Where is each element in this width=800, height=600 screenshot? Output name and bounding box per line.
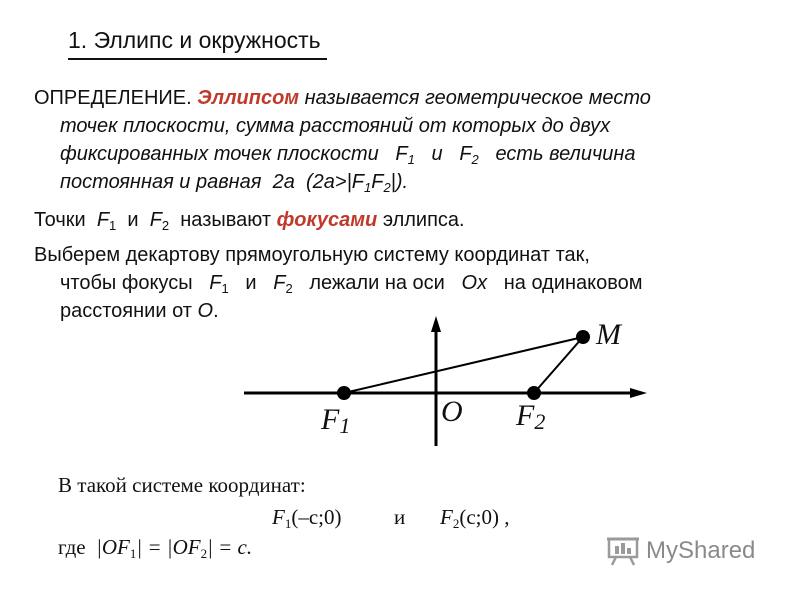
f1-coordinates — [272, 504, 341, 530]
f1-coord-symbol: F — [272, 505, 285, 529]
x-axis-arrow — [630, 388, 647, 398]
foci-and: и — [127, 209, 139, 231]
f1-coord-value: (–c;0) — [291, 505, 342, 529]
f2-inline: F — [371, 171, 384, 193]
focus-f1-subscript: 1 — [407, 152, 415, 167]
f2-inline-sub: 2 — [383, 180, 391, 195]
presentation-board-icon — [606, 536, 640, 566]
coord-lie-on-axis: лежали на оси — [309, 272, 445, 294]
coord-f1-sub: 1 — [221, 281, 229, 296]
focus-f1-symbol: F — [395, 143, 408, 165]
definition-line-1-rest: называется геометрическое место — [304, 87, 651, 109]
system-heading: В такой системе координат: — [58, 473, 306, 497]
foci-f2: F — [149, 209, 162, 231]
of1-sub: 1 — [129, 546, 137, 561]
coord-f1: F — [209, 272, 222, 294]
focus-f1-label-sub: 1 — [339, 413, 351, 438]
and-word: и — [431, 143, 443, 165]
focus-f2-letter: F — [516, 399, 535, 432]
origin-o-label: O — [441, 395, 463, 428]
of2-mid: | = |OF — [136, 535, 201, 559]
axis-ox-label: Ox — [461, 272, 488, 294]
f1-inline-sub: 1 — [363, 180, 372, 195]
y-axis-arrow — [431, 316, 441, 332]
coordinate-line-1: Выберем декартову прямоугольную систему координат так, — [34, 244, 590, 266]
segment-f1-m — [344, 337, 583, 393]
f2-coordinates — [440, 504, 509, 530]
f2-coord-sub: 2 — [452, 516, 460, 531]
watermark — [606, 536, 755, 566]
paren-close: |). — [390, 171, 409, 193]
point-m — [576, 330, 590, 344]
focus-f1-point — [337, 386, 351, 400]
focus-f2-symbol: F — [459, 143, 472, 165]
coord-f2-sub: 2 — [285, 281, 293, 296]
focus-f2-label-sub: 2 — [534, 409, 546, 434]
f1-inline: F — [351, 171, 364, 193]
focus-f1-letter: F — [321, 403, 340, 436]
point-m-label: M — [596, 318, 621, 351]
definition-line-3-text: фиксированных точек плоскости — [60, 143, 379, 165]
where-word: где — [58, 535, 86, 559]
foci-term: фокусами — [276, 209, 378, 231]
watermark-text: MyShared — [646, 537, 756, 564]
foci-suffix: эллипса. — [382, 209, 465, 231]
segment-f2-m — [534, 337, 583, 393]
f2-coord-value: (c;0) , — [459, 505, 510, 529]
focus-f2-subscript: 2 — [471, 152, 479, 167]
coord-and: и — [245, 272, 257, 294]
definition-prefix: ОПРЕДЕЛЕНИЕ. — [34, 87, 192, 109]
f1-coord-sub: 1 — [284, 516, 292, 531]
coord-dot: . — [213, 300, 219, 322]
of-end: | = c. — [207, 535, 253, 559]
page-title: 1. Эллипс и окружность — [68, 22, 327, 60]
of1-left: |OF — [96, 535, 130, 559]
foci-f1: F — [96, 209, 110, 231]
of2-sub: 2 — [200, 546, 208, 561]
coord-f2: F — [273, 272, 286, 294]
definition-line-3-end: есть величина — [495, 143, 636, 165]
coord-equal-distance: на одинаковом — [503, 272, 643, 294]
definition-term: Эллипсом — [197, 87, 300, 109]
paren-open: (2a>| — [305, 171, 352, 193]
coord-distance-from: расстоянии от — [60, 300, 192, 322]
focus-f1-label — [321, 403, 350, 437]
definition-line-2: точек плоскости, сумма расстояний от которых до двух — [60, 115, 611, 137]
two-a-value: 2a — [272, 171, 295, 193]
coordinate-line-2-text: чтобы фокусы — [60, 272, 193, 294]
distance-equation — [58, 534, 252, 560]
origin-o-inline: O — [197, 300, 214, 322]
foci-called: называют — [180, 209, 271, 231]
f2-coord-symbol: F — [440, 505, 453, 529]
focus-f2-point — [527, 386, 541, 400]
foci-prefix: Точки — [34, 209, 86, 231]
foci-f2-sub: 2 — [161, 218, 170, 233]
focus-f2-label — [516, 399, 545, 433]
coord-and-word: и — [394, 505, 406, 529]
foci-f1-sub: 1 — [109, 218, 117, 233]
definition-line-4-text: постоянная и равная — [60, 171, 262, 193]
